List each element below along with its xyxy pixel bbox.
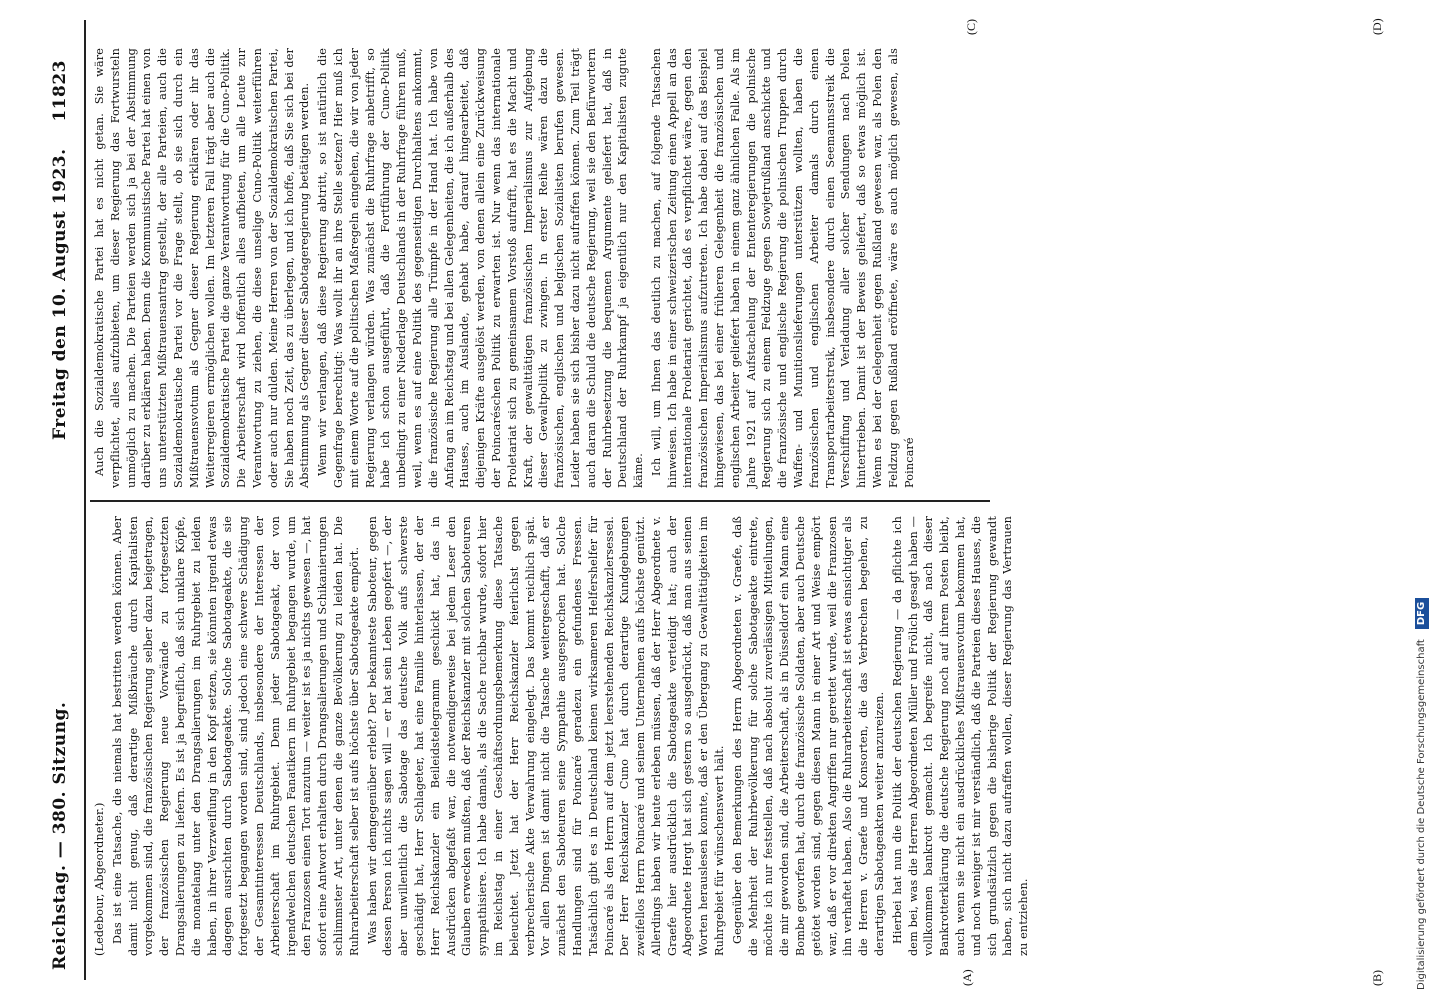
header-session: Reichstag. — 380. Sitzung.	[50, 701, 70, 970]
paragraph: Gegenüber den Bemerkungen des Herrn Abgeordneten v. Graefe, daß die Mehrheit der Ruhrbevölkerung für solche Sabotageakte eintrete, möchte ich nur feststellen, daß nach absolut zuverlässigen Mitteilungen, die mir geworden sind, die Arbeiterschaft, als in Düsseldorf ein Mann eine Bombe geworfen hat, durch die französische Soldaten, aber auch Deutsche getötet worden sind, gegen diesen Mann in einer Art und Weise empört war, daß er vor direkten Angriffen nur gerettet wurde, weil die Franzosen ihn verhaftet haben. Also die Ruhrarbeiterschaft ist etwas einsichtiger als die Herren v. Graefe und Konsorten, die das Verbrechen begehen, zu derartigen Sabotageakten weiter anzureizen.	[730, 516, 887, 956]
margin-label-b: (B)	[1370, 970, 1384, 986]
credit-text: Digitalisierung gefördert durch die Deutsche Forschungsgemeinschaft	[1416, 639, 1427, 990]
paragraph: Das ist eine Tatsache, die niemals hat bestritten werden können. Aber damit nicht genug, daß derartige Mißbräuche durch Kapitalisten vorgekommen sind, die französischen Regierung selber dazu beigetragen, der französischen Regierung neue Vorwände zu fortgesetzten Drangsalierungen zu liefern. Es ist ja begreiflich, daß sich unklare Köpfe, die monatelang unter den Drangsalierungen im Ruhrgebiet zu leiden haben, in ihrer Verzweiflung in den Kopf setzen, sie könnten irgend etwas dagegen ausrichten durch Sabotageakte. Solche Sabotageakte, die sie fortgesetzt begangen worden sind, sind jedoch eine schwere Schädigung der Gesamtinteressen Deutschlands, insbesondere der Interessen der Arbeiterschaft im Ruhrgebiet. Denn jeder Sabotageakt, der von irgendwelchen deutschen Fanatikern im Ruhrgebiet begangen wurde, um den Franzosen einen Tort anzutun — weiter ist es ja nichts gewesen —, hat sofort eine Antwort erhalten durch Drangsalierungen und Schikanierungen schlimmster Art, unter denen die ganze Bevölkerung zu leiden hat. Die Ruhrarbeiterschaft selber ist aufs höchste über Sabotageakte empört.	[110, 516, 361, 956]
right-column	[92, 48, 992, 488]
column-divider	[90, 500, 990, 502]
page-header	[44, 0, 84, 1000]
dfg-logo: DFG	[1415, 598, 1429, 629]
paragraph: Auch die Sozialdemokratische Partei hat es nicht getan. Sie wäre verpflichtet, alles aufzubieten, um dieser Regierung das Fortwursteln unmöglich zu machen. Die Parteien werden sich ja bei der Abstimmung darüber zu erklären haben. Denn die Kommunistische Partei hat einen von uns unterstützten Mißtrauensantrag gestellt, der alle Parteien, auch die Sozialdemokratische Partei vor die Frage stellt, ob sie sich durch ein Mißtrauensvotum als Gegner dieser Regierung erklären oder ihr das Weiterregieren ermöglichen wollen. Im letzteren Fall trägt aber auch die Sozialdemokratische Partei die ganze Verantwortung für die Cuno-Politik. Die Arbeiterschaft wird hoffentlich alles aufbieten, um alle Leute zur Verantwortung zu ziehen, die diese unselige Cuno-Politik weiterführen oder auch nur dulden. Meine Herren von der Sozialdemokratischen Partei, Sie haben noch Zeit, das zu überlegen, und ich hoffe, daß Sie sich bei der Abstimmung als Gegner dieser Sabotageregierung betätigen werden.	[93, 48, 312, 488]
header-date: Freitag den 10. August 1923.	[50, 148, 70, 440]
paragraph: Wenn wir verlangen, daß diese Regierung abtritt, so ist natürlich die Gegenfrage berechtigt: Was wollt ihr an ihre Stelle setzen? Hier muß ich mit einem Worte auf die politischen Maßregeln eingehen, die wir von jeder Regierung verlangen würden. Was zunächst die Ruhrfrage anbetrifft, so habe ich schon ausgeführt, daß die Fortführung der Cuno-Politik unbedingt zu einer Niederlage Deutschlands in der Ruhrfrage führen muß, weil, wenn es auf eine Politik des gegenseitigen Durchhaltens ankommt, die französische Regierung alle Trümpfe in der Hand hat. Ich habe von Anfang an im Reichstag und bei allen Gelegenheiten, die ich außerhalb des Hauses, auch im Auslande, gehabt habe, darauf hingearbeitet, daß diejenigen Kräfte ausgelöst werden, von denen allein eine Zurückweisung der Poincaréschen Politik zu erwarten ist. Nur wenn das internationale Proletariat sich zu gemeinsamem Vorstoß aufrafft, hat es die Macht und Kraft, der gewalttätigen französischen Imperialismus zur Aufgebung dieser Gewaltpolitik zu zwingen. In erster Reihe wären dazu die französischen, englischen und belgischen Sozialisten berufen gewesen. Leider haben sie sich bisher dazu nicht aufraffen können. Zum Teil trägt auch daran die Schuld die deutsche Regierung, weil sie den Befürwortern der Ruhrbesetzung die bequemen Argumente geliefert hat, daß in Deutschland der Ruhrkampf ja eigentlich nur den Kapitalisten zugute käme.	[316, 48, 646, 488]
page-number: 11823	[50, 60, 70, 122]
header-rule	[84, 20, 86, 980]
margin-label-d: (D)	[1370, 18, 1384, 35]
margin-label-c: (C)	[964, 19, 978, 35]
digitization-credit	[1412, 0, 1432, 1000]
speaker-label: (Ledebour, Abgeordneter.)	[93, 802, 106, 956]
left-column	[92, 516, 1031, 956]
paragraph: Ich will, um Ihnen das deutlich zu machen, auf folgende Tatsachen hinweisen. Ich habe in einer schweizerischen Zeitung einen Appell an das internationale Proletariat gerichtet, daß es verpflichtet wäre, gegen den französischen Imperialismus aufzutreten. Ich habe dabei auf das Beispiel hingewiesen, das bei einer früheren Gelegenheit die französischen und englischen Arbeiter geliefert haben in einem ganz ähnlichen Falle. Als im Jahre 1921 auf Aufstachelung der Ententeregierungen die polnische Regierung sich zu einem Feldzuge gegen Sowjetrußland anschickte und die französische und englische Regierung die polnischen Truppen durch Waffen- und Munitionslieferungen unterstützen wollten, haben die französischen und englischen Arbeiter damals durch einen Transportarbeiterstreik, insbesondere durch einen Seemannsstreik die Verschiffung und Verladung aller solcher Sendungen nach Polen hintertrieben. Damit ist der Beweis geliefert, daß so etwas möglich ist. Wenn es bei der Gelegenheit gegen Rußland gewesen war, als Polen den Feldzug gegen Rußland eröffnete, wäre es auch möglich gewesen, als Poincaré	[649, 48, 916, 488]
paragraph: Hierbei hat nun die Politik der deutschen Regierung — da pflichte ich dem bei, was die Herren Abgeordneten Müller und Frölich gesagt haben — vollkommen bankrott gemacht. Ich begreife nicht, daß nach dieser Bankrotterklärung die deutsche Regierung noch auf ihrem Posten bleibt, auch wenn sie nicht ein ausdrückliches Mißtrauensvotum bekommen hat, und noch weniger ist mir verständlich, daß die Parteien dieses Hauses, die sich grundsätzlich gegen die bisherige Politik der Regierung gewandt haben, sich nicht dazu aufraffen wollen, dieser Regierung das Vertrauen zu entziehen.	[890, 516, 1031, 956]
margin-label-a: (A)	[960, 969, 974, 986]
paragraph: Was haben wir demgegenüber erlebt? Der bekannteste Saboteur, gegen dessen Person ich nichts sagen will — er hat sein Leben geopfert —, der aber unwillentlich die Sabotage das deutsche Volk aufs schwerste geschädigt hat, Herr Schlageter, hat eine Familie hinterlassen, der der Herr Reichskanzler ein Beileidstelegramm geschickt hat, das in Ausdrücken abgefaßt war, die notwendigerweise bei jedem Leser den Glauben erwecken mußten, daß der Reichskanzler mit solchen Saboteuren sympathisiere. Ich habe damals, als die Sache ruchbar wurde, sofort hier im Reichstag in einer Geschäftsordnungsbemerkung diese Tatsache beleuchtet. Jetzt hat der Herr Reichskanzler feierlichst gegen verbrecherische Akte Verwahrung eingelegt. Das kommt reichlich spät. Vor allen Dingen ist damit nicht die Tatsache weitergeschafft, daß er zunächst den Saboteuren seine Sympathie ausgesprochen hat. Solche Handlungen sind für Poincaré geradezu ein gefundenes Fressen. Tatsächlich gibt es in Deutschland keinen wirksameren Helfershelfer für Poincaré als den Herrn auf dem jetzt leerstehenden Reichskanzlersessel. Der Herr Reichskanzler Cuno hat durch derartige Kundgebungen zweifellos Herrn Poincaré und seinem Unternehmen aufs höchste genützt. Allerdings haben wir heute erleben müssen, daß der Herr Abgeordnete v. Graefe hier ausdrücklich die Sabotageakte verteidigt hat; auch der Abgeordnete Hergt hat sich gestern so ausgedrückt, daß man aus seinen Worten herauslesen konnte, daß er den Übergang zu Gewalttätigkeiten im Ruhrgebiet für wünschenswert hält.	[365, 516, 727, 956]
